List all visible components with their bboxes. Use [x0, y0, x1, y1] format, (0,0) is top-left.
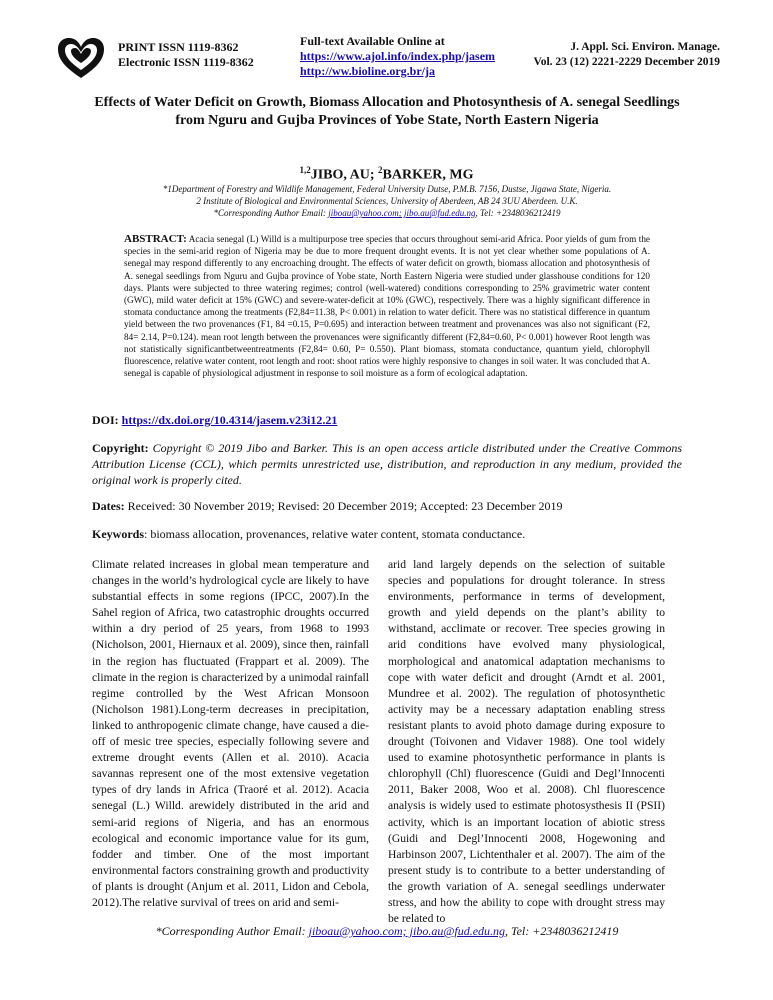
- doi-link[interactable]: https://dx.doi.org/10.4314/jasem.v23i12.21: [121, 413, 338, 427]
- journal-logo-icon: [56, 36, 106, 80]
- author1: JIBO, AU;: [310, 167, 375, 183]
- author2-sup: 2: [378, 165, 383, 175]
- body-column-left: Climate related increases in global mean temperature and changes in the world’s hydrological cycle are likely to have substantial effects in some regions (IPCC, 2007).In the Sahel region of Africa, two catastrophic droughts occurred within a dry period of 25 years, from 1968 to 1993 (Nicholson, 2001, Hiernaux et al. 2009), since then, rainfall in the region has fluctuated (Frappart et al. 2009). The climate in the region is characterized by a unimodal rainfall regime controlled by the West African Monsoon (Nicholson 1981).Long-term decreases in precipitation, linked to anthropogenic climate change, have caused a die-off of mesic tree species, especially following severe and extreme drought events (Allen et al. 2010). Acacia savannas represent one of the most extensive vegetation types of dry lands in Africa (Traoré et al. 2012). Acacia senegal (L.) Willd. arewidely distributed in the arid and semi-arid regions of Nigeria, and has an enormous ecological and economic importance value for its gum, fodder and timber. One of the most important environmental factors constraining growth and productivity of plants is drought (Anjum et al. 2011, Lidon and Cebola, 2012).The relative survival of trees on arid and semi-: [92, 558, 369, 909]
- journal-name: J. Appl. Sci. Environ. Manage.: [570, 41, 720, 53]
- online-label: Full-text Available Online at: [300, 34, 445, 48]
- affiliation-1: *1Department of Forestry and Wildlife Management, Federal University Dutse, P.M.B. 7156, Dustse, Jigawa State, Nigeria.: [162, 184, 612, 194]
- keywords-label: Keywords: [92, 527, 144, 541]
- body-column-right: arid land largely depends on the selection of suitable species and populations for drought tolerance. In stress environments, performance in terms of development, growth and yield depends on the plant’s ability to withstand, acclimate or recover. Tree species growing in arid conditions have evolved many physiological, morphological and anatomical adaptation mechanisms to cope with water deficit and drought (Arndt et al. 2001, Mundree et al. 2002). The regulation of photosynthetic activity may be a necessary adaptation enabling stress resistant plants to avoid photo damage during exposure to drought (Toivonen and Vidaver 1988). One tool widely used to examine photosynthetic performance in plants is chlorophyll (Chl) fluorescence (Guidi and Degl’Innocenti 2011, Baker 2008, Woo et al. 2008). Chl fluorescence analysis is widely used to estimate photosysthesis II (PSII) activity, which is an important location of abiotic stress (Guidi and Degl’Innocenti 2008, Hogewoning and Harbinson 2007, Lichtenthaler et al. 2007). The aim of the present study is to contribute to a better understanding of the growth variation of A. senegal seedlings underwater stress, and how the ability to cope with drought stress may be related to: [388, 558, 665, 926]
- footer-email-link[interactable]: jiboau@yahoo.com; jibo.au@fud.edu.ng: [308, 924, 506, 938]
- issn-electronic: Electronic ISSN 1119-8362: [118, 55, 254, 69]
- copyright-label: Copyright:: [92, 441, 149, 455]
- dates-line: [92, 498, 682, 514]
- affiliation-2: 2 Institute of Biological and Environmental Sciences, University of Aberdeen, AB 24 3UU Aberdeen. U.K.: [196, 196, 578, 206]
- abstract-text: Acacia senegal (L) Willd is a multipurpose tree species that occurs throughout semi-arid Africa. Poor yields of gum from the species in the semi-arid region of Nigeria may be due to more frequent drought events. It is not yet clear whether some populations of A. senegal may respond differently to any encroaching drought. The effects of water deficit on growth, biomass allocation and photosynthesis of A. senegal seedlings from Nguru and Gujba province of Yobe state, North Eastern Nigeria were studied under glasshouse conditions for 120 days. Plants were subjected to three watering regimes; control (well-watered) conditions corresponding to 25% gravimetric water content (GWC), mild water deficit at 15% (GWC) and severe-water-deficit at 10% (GWC), respectively. There was a highly significant difference in stomata conductance among the treatments (F2,84=11.38, P< 0.001) in relation to water deficit. There was no statistical difference in quantum yield between the two provenances (F1, 84 =0.15, P=0.695) and interaction between treatment and provenances was also not significant (F2, 84= 2.14, P=0.124). mean root length between the provenances were significantly different (F2,84=0.60, P< 0.001) however Root length was not statistically significantbetweentreatments (F2,84= 0.60, P= 0.550). Plant biomass, stomata conductance, quantum yield, chlorophyll fluorescence, relative water content, root length and root: shoot ratios were highly responsive to changes in soil water. It was concluded that A. senegal is capable of physiological adjustment in response to soil moisture as a form of ecological adaptation.: [124, 234, 650, 379]
- keywords-line: [92, 526, 682, 542]
- author2: BARKER, MG: [382, 167, 474, 183]
- abstract-heading: ABSTRACT:: [124, 233, 187, 245]
- article-title: Effects of Water Deficit on Growth, Biomass Allocation and Photosynthesis of A. senegal Seedlings from Nguru and Gujba Provinces of Yobe State, North Eastern Nigeria: [94, 95, 680, 128]
- copyright-statement: [92, 440, 682, 488]
- issn-block: [118, 40, 254, 70]
- author-line: [0, 165, 773, 184]
- copyright-text: Copyright © 2019 Jibo and Barker. This is an open access article distributed under the Creative Commons Attribution License (CCL), which permits unrestricted use, distribution, and reproduction in any medium, provided the original work is properly cited.: [92, 441, 682, 487]
- journal-issue: Vol. 23 (12) 2221-2229 December 2019: [533, 56, 720, 68]
- footer-label: *Corresponding Author Email:: [155, 924, 309, 938]
- online-availability: [300, 34, 495, 79]
- bioline-link[interactable]: http://ww.bioline.org.br/ja: [300, 64, 436, 78]
- affiliations: [92, 183, 682, 219]
- dates-label: Dates:: [92, 499, 125, 513]
- journal-citation: [520, 40, 720, 70]
- footer-tel: , Tel: +2348036212419: [505, 924, 619, 938]
- corresponding-email-link[interactable]: jiboau@yahoo.com; jibo.au@fud.edu.ng: [328, 208, 476, 218]
- doi-line: [92, 413, 337, 428]
- keywords-text: : biomass allocation, provenances, relative water content, stomata conductance.: [144, 527, 526, 541]
- doi-label: DOI:: [92, 413, 119, 427]
- ajol-link[interactable]: https://www.ajol.info/index.php/jasem: [300, 49, 496, 63]
- author1-sup: 1,2: [299, 165, 311, 175]
- issn-print: PRINT ISSN 1119-8362: [118, 40, 239, 54]
- page-footer: [92, 924, 682, 939]
- corresponding-author: *Corresponding Author Email: jiboau@yahoo.com; jibo.au@fud.edu.ng, Tel: +2348036212419: [213, 208, 561, 218]
- abstract: [124, 233, 650, 379]
- dates-text: Received: 30 November 2019; Revised: 20 December 2019; Accepted: 23 December 2019: [127, 499, 563, 513]
